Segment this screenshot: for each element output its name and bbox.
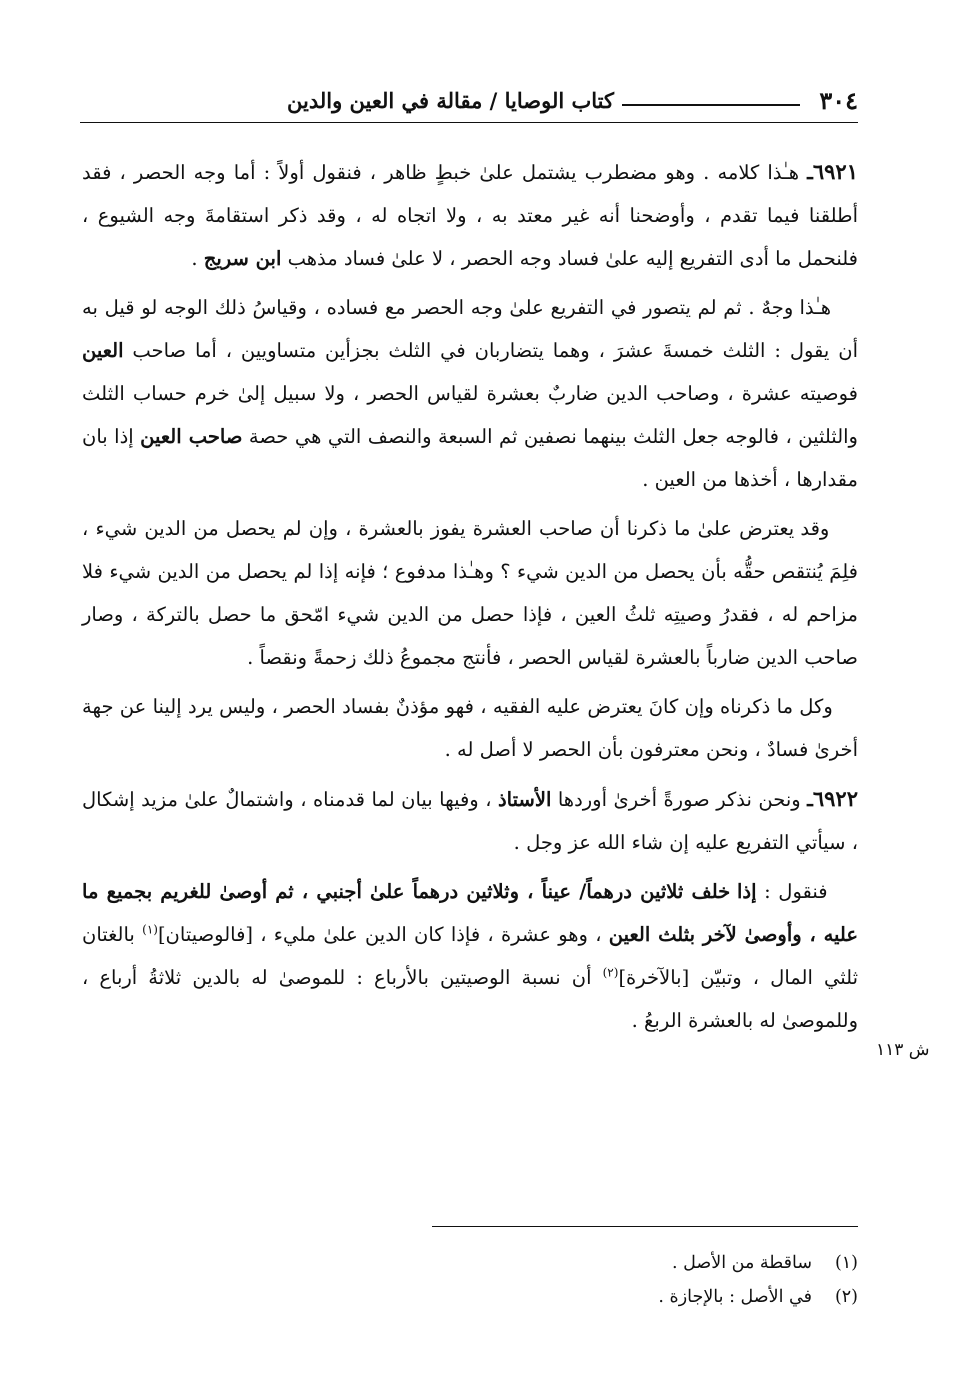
paragraph-text: وكل ما ذكرناه وإن كانَ يعترض عليه الفقيه ، فهو مؤذنٌ بفساد الحصر ، وليس يرد إلينا عن جهة أخرىٰ فسادٌ ، ونحن معترفون بأن الحصر لا أصل له .	[82, 695, 858, 761]
paragraph-text: إذا بان مقدارها ، أخذها من العين .	[82, 425, 858, 491]
paragraph-6	[82, 870, 858, 1042]
paragraph-6922: ٦٩٢٢ـ ونحن نذكر صورةً أخرىٰ أوردها الأستاذ ، وفيها بيان لما قدمناه ، واشتمالٌ علىٰ مزيد إشكال ، سيأتي التفريع عليه إن شاء الله عز وجل .	[82, 786, 858, 854]
header-rule	[80, 122, 858, 123]
footnote	[82, 1280, 858, 1314]
bold-name: ابن سريج	[203, 247, 282, 270]
section-number: ٦٩٢١	[812, 159, 858, 184]
paragraph-text: أن نسبة الوصيتين بالأرباع : للموصىٰ له بالدين ثلاثةُ أرباع ، وللموصىٰ له بالعشرة الربعُ .	[82, 966, 858, 1032]
running-title: كتاب الوصايا / مقالة في العين والدين	[287, 88, 614, 113]
page-header	[80, 82, 858, 122]
paragraph-text: فوصيته عشرة ، وصاحب الدين ضاربٌ بعشرة لقياس الحصر ، ولا سبيل إلىٰ خرم حساب الثلث والثلثين ، فالوجه جعل الثلث بينهما نصفين ثم السبعة والنصف التي هي حصة	[82, 382, 858, 448]
bold-case: إذا خلف ثلاثين درهماً/ عيناً ، وثلاثين درهماً علىٰ أجنبي ، ثم أوصىٰ للغريم بجميع ما عليه ، وأوصىٰ لآخر بثلث العين	[82, 880, 859, 946]
paragraph-end: .	[191, 247, 204, 270]
paragraph-text: هـٰذا كلامه . وهو مضطرب يشتمل علىٰ خبطٍ ظاهر ، فنقول أولاً : أما وجه الحصر ، فقد أطلقنا فيما تقدم ، وأوضحنا أنه غير معتد به ، ولا اتجاه له ، وقد ذكر استقامةَ وجه الشيوع ، فلنحمل ما أدى التفريع إليه علىٰ فساد وجه الحصر ، لا علىٰ فساد مذهب	[82, 161, 858, 270]
paragraph-3	[82, 507, 858, 679]
footnote-text: ساقطة من الأصل .	[672, 1253, 812, 1273]
paragraph-text: ، وهو عشرة ، فإذا كان الدين علىٰ مليء ، [فالوصيتان]	[157, 923, 602, 946]
bold-term: الأستاذ	[497, 788, 552, 811]
footnote-ref-1[interactable]: (١)	[142, 922, 158, 937]
page-number: ٣٠٤	[819, 86, 858, 115]
paragraph-text: بالغتان ثلثي المال ، وتبيّن [بالآخرة]	[82, 923, 859, 989]
footnote-rule	[432, 1226, 858, 1227]
paragraph-text: ، وفيها بيان لما قدمناه ، واشتمالٌ علىٰ مزيد إشكال ، سيأتي التفريع عليه إن شاء الله عز وجل .	[82, 788, 858, 854]
paragraph-text: وقد يعترض علىٰ ما ذكرنا أن صاحب العشرة يفوز بالعشرة ، وإن لم يحصل من الدين شيء ، فلِمَ يُنتقص حقُّه بأن يحصل من الدين شيء ؟ وهـٰذا مدفوع ؛ فإنه إذا لم يحصل من الدين شيء فلا مزاحم له ، فقدرُ وصيتِه ثلثُ العين ، فإذا حصل من الدين شيء امّحق ما حصل بالتركة ، وصار صاحب الدين ضارباً بالعشرة لقياس الحصر ، فأنتج مجموعُ ذلك زحمةً ونقصاً .	[82, 517, 858, 669]
footnote	[82, 1246, 858, 1280]
footnote-number: (٢)	[834, 1287, 858, 1307]
paragraph-2	[82, 286, 858, 501]
bold-term: صاحب العين	[140, 425, 243, 448]
paragraph-text: ونحن نذكر صورةً أخرىٰ أوردها	[557, 788, 801, 811]
footnotes	[82, 1246, 858, 1314]
section-number: ٦٩٢٢	[812, 786, 858, 811]
paragraph-text: فنقول :	[764, 880, 828, 903]
footnote-number: (١)	[834, 1253, 858, 1273]
paragraph-6921: ٦٩٢١ـ هـٰذا كلامه . وهو مضطرب يشتمل علىٰ خبطٍ ظاهر ، فنقول أولاً : أما وجه الحصر ، فقد أطلقنا فيما تقدم ، وأوضحنا أنه غير معتد به ، ولا اتجاه له ، وقد ذكر استقامةَ وجه الشيوع ، فلنحمل ما أدى التفريع إليه علىٰ فساد وجه الحصر ، لا علىٰ فساد مذهب ابن سريج .	[82, 159, 858, 270]
body-text	[82, 150, 858, 1048]
paragraph-text: هـٰذا وجهٌ . ثم لم يتصور في التفريع علىٰ وجه الحصر مع فساده ، وقياسُ ذلك الوجه لو قيل به أن يقول : الثلث خمسةَ عشرَ ، وهما يتضاربان في الثلث بجزأين متساويين ، أما صاحب	[82, 296, 858, 362]
margin-manuscript-note: ش ١١٣	[876, 1040, 930, 1060]
header-dash-line	[622, 104, 800, 106]
footnote-ref-2[interactable]: (٢)	[602, 965, 619, 980]
paragraph-4	[82, 685, 858, 771]
bold-term: العين	[82, 339, 124, 362]
footnote-text: في الأصل : بالإجازة .	[658, 1287, 812, 1307]
